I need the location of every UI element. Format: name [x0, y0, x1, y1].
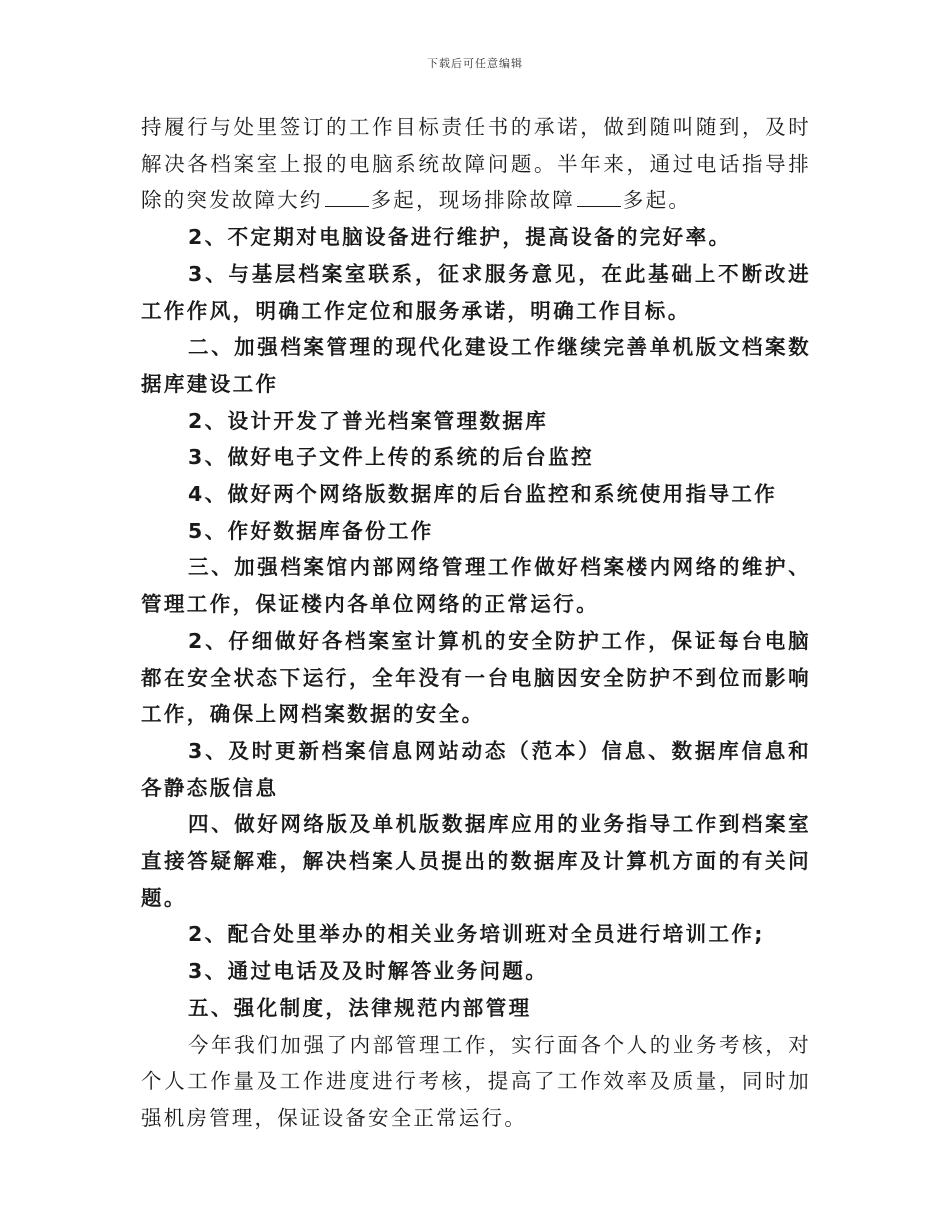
paragraph-item: 2、仔细做好各档案室计算机的安全防护工作，保证每台电脑都在安全状态下运行，全年没有一台电脑因安全防护不到位而影响工作，确保上网档案数据的安全。 — [141, 628, 811, 727]
page-header: 下载后可任意编辑 — [427, 57, 523, 70]
fill-blank — [325, 184, 369, 207]
paragraph-text: 多起。 — [622, 188, 692, 213]
paragraph-body: 今年我们加强了内部管理工作，实行面各个人的业务考核，对个人工作量及工作进度进行考核，提高了工作效率及质量，同时加强机房管理，保证设备安全正常运行。 — [141, 1032, 811, 1130]
section-heading: 三、加强档案馆内部网络管理工作做好档案楼内网络的维护、管理工作，保证楼内各单位网络的正常运行。 — [141, 555, 811, 617]
paragraph-item: 3、做好电子文件上传的系统的后台监控 — [188, 445, 594, 470]
fill-blank — [577, 184, 621, 207]
section-heading: 二、加强档案管理的现代化建设工作继续完善单机版文档案数据库建设工作 — [141, 335, 811, 396]
paragraph-item: 2、设计开发了普光档案管理数据库 — [188, 408, 549, 433]
paragraph-continuation — [141, 109, 811, 219]
paragraph-item: 3、与基层档案室联系，征求服务意见，在此基础上不断改进工作作风，明确工作定位和服务承诺，明确工作目标。 — [141, 261, 811, 323]
paragraph-text: 持履行与处里签订的工作目标责任书的承诺，做到随叫随到，及时解决各档案室上报的电脑系统故障问题。半年来，通过电话指导排除的突发故障大约 — [141, 115, 811, 213]
paragraph-text: 多起，现场排除故障 — [370, 188, 575, 213]
section-heading: 四、做好网络版及单机版数据库应用的业务指导工作到档案室直接答疑解难，解决档案人员提出的数据库及计算机方面的有关问题。 — [141, 812, 811, 910]
paragraph-item: 2、配合处里举办的相关业务培训班对全员进行培训工作; — [188, 922, 765, 947]
paragraph-item: 3、通过电话及及时解答业务问题。 — [188, 959, 549, 984]
section-heading: 五、强化制度，法律规范内部管理 — [188, 995, 532, 1020]
paragraph-item: 3、及时更新档案信息网站动态（范本）信息、数据库信息和各静态版信息 — [141, 738, 811, 800]
paragraph-item: 2、不定期对电脑设备进行维护，提高设备的完好率。 — [188, 225, 732, 250]
paragraph-item: 4、做好两个网络版数据库的后台监控和系统使用指导工作 — [188, 482, 778, 507]
paragraph-item: 5、作好数据库备份工作 — [188, 518, 434, 543]
document-body — [141, 109, 811, 1137]
